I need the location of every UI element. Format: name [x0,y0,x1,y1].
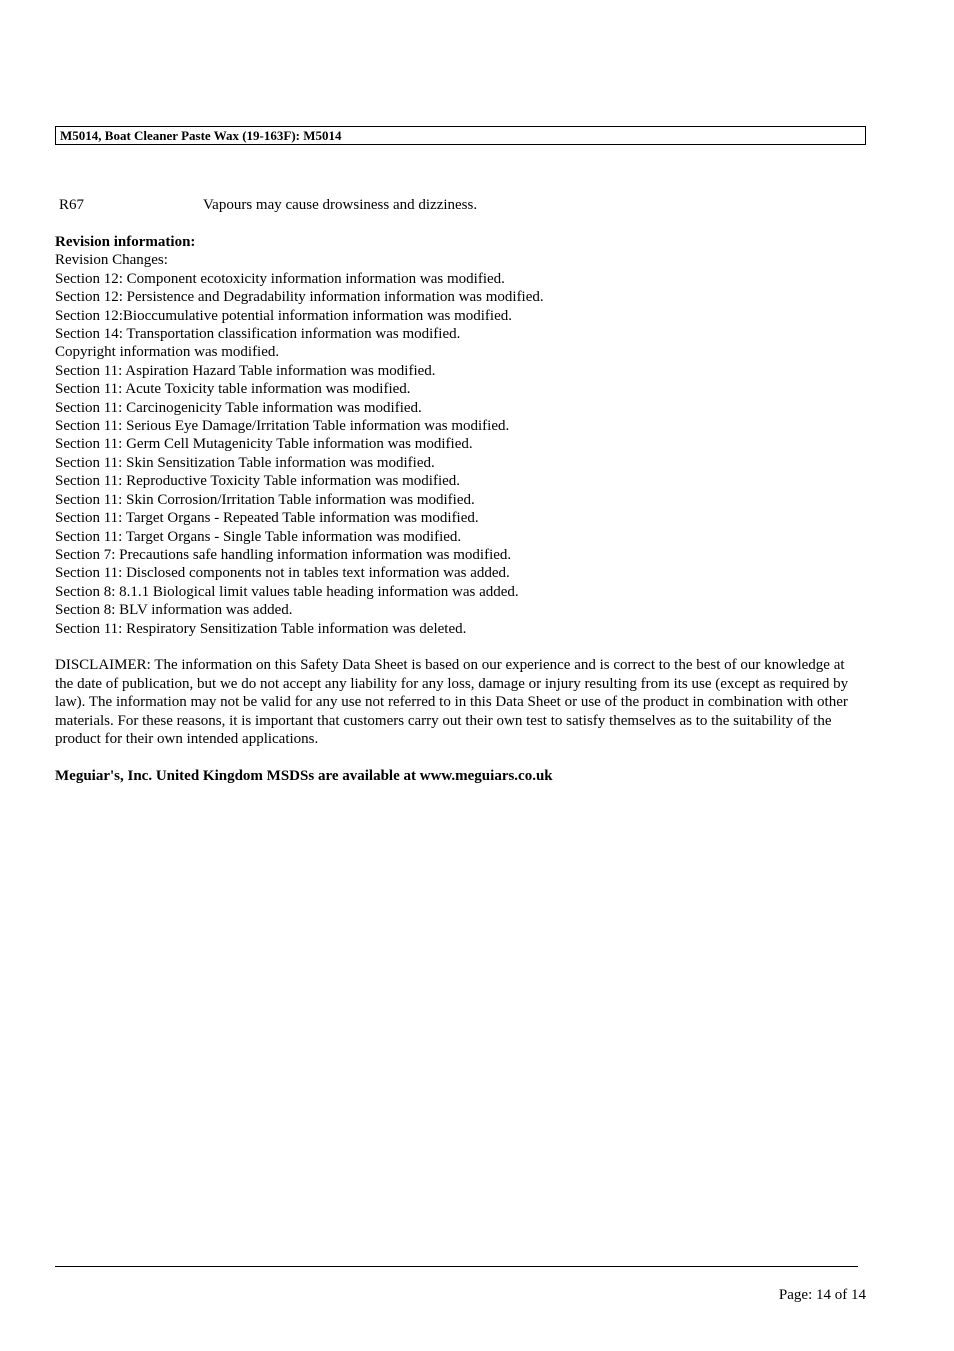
revision-change-item: Section 11: Target Organs - Single Table information was modified. [55,528,462,545]
revision-change-item: Section 12:Bioccumulative potential information information was modified. [55,307,512,324]
revision-change-item: Section 8: 8.1.1 Biological limit values table heading information was added. [55,583,519,600]
revision-heading: Revision information: [55,234,196,250]
revision-change-item: Section 11: Target Organs - Repeated Table information was modified. [55,510,479,527]
page-number: Page: 14 of 14 [778,1287,866,1303]
revision-change-item: Section 12: Persistence and Degradability information information was modified. [55,289,544,306]
revision-change-item: Section 11: Reproductive Toxicity Table information was modified. [55,473,461,490]
revision-change-item: Section 11: Aspiration Hazard Table information was modified. [55,362,436,379]
revision-subheading: Revision Changes: [55,252,168,269]
revision-change-item: Section 11: Carcinogenicity Table information was modified. [55,399,422,416]
risk-phrase-code: R67 [59,197,85,213]
revision-change-item: Section 11: Skin Sensitization Table information was modified. [55,454,435,471]
revision-change-item: Section 11: Germ Cell Mutagenicity Table information was modified. [55,436,473,453]
revision-change-item: Section 11: Serious Eye Damage/Irritation Table information was modified. [55,418,510,435]
disclaimer-paragraph: DISCLAIMER: The information on this Safety Data Sheet is based on our experience and is correct to the best of our knowledge at the date of publication, but we do not accept any liability for any loss, damage or injury resulting from its use (except as required by law). The information may not be valid for any use not referred to in this Data Sheet or use of the product in combination with other materials. For these reasons, it is important that customers carry out their own test to satisfy themselves as to the suitability of the product for their own intended applications. [55,657,849,747]
revision-change-item: Section 11: Respiratory Sensitization Table information was deleted. [55,620,467,637]
revision-change-item: Section 11: Disclosed components not in tables text information was added. [55,565,510,582]
revision-change-item: Section 7: Precautions safe handling information information was modified. [55,546,512,563]
revision-change-item: Section 11: Acute Toxicity table information was modified. [55,381,411,398]
revision-change-item: Copyright information was modified. [55,344,280,361]
revision-change-item: Section 8: BLV information was added. [55,602,293,619]
msds-availability-note: Meguiar's, Inc. United Kingdom MSDSs are available at www.meguiars.co.uk [55,768,553,784]
risk-phrase-text: Vapours may cause drowsiness and dizziness. [203,197,478,213]
footer-divider [55,1266,858,1267]
revision-change-item: Section 12: Component ecotoxicity information information was modified. [55,270,505,287]
revision-section [55,233,855,638]
revision-change-item: Section 11: Skin Corrosion/Irritation Table information was modified. [55,491,475,508]
document-title: M5014, Boat Cleaner Paste Wax (19-163F): M5014 [60,128,342,143]
revision-change-list [55,270,855,638]
document-header [55,126,866,145]
revision-change-item: Section 14: Transportation classification information was modified. [55,326,461,343]
